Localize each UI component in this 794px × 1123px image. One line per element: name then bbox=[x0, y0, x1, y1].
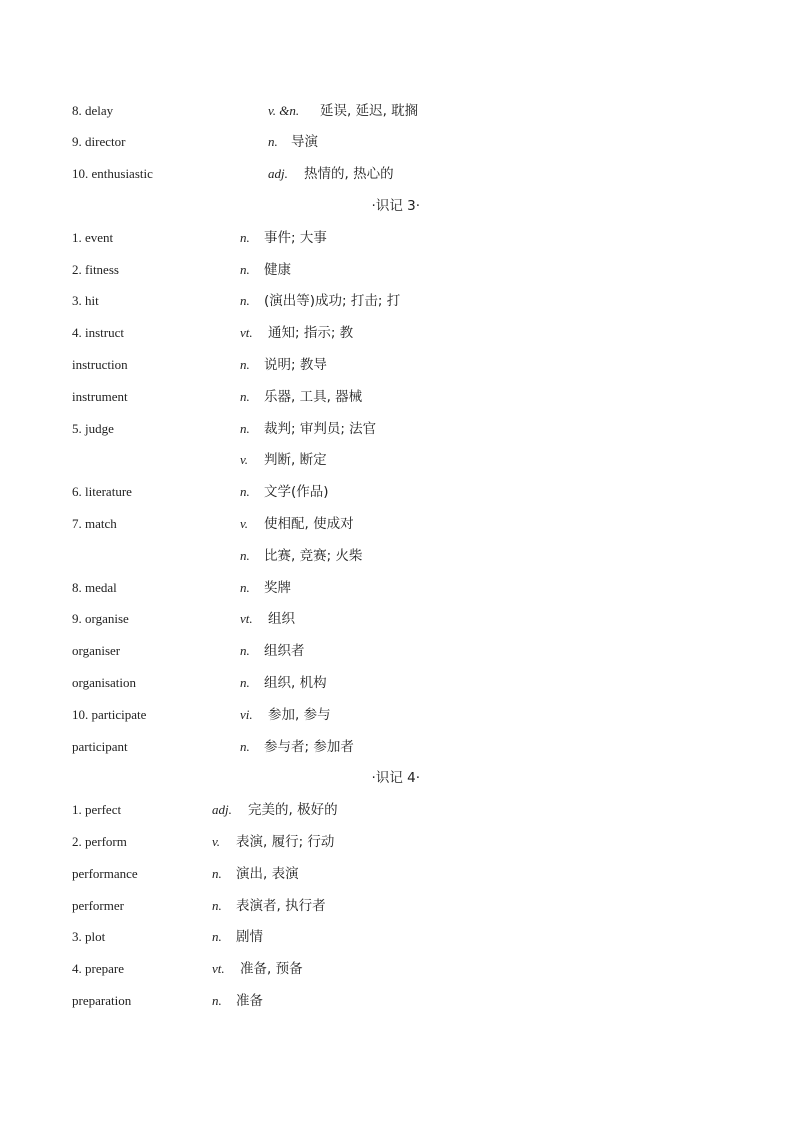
vocab-word: preparation bbox=[72, 993, 132, 1008]
vocab-word: 1. perfect bbox=[72, 802, 122, 817]
vocab-word: 3. hit bbox=[72, 293, 99, 308]
vocab-word: 5. judge bbox=[72, 421, 114, 436]
vocab-word: 10. enthusiastic bbox=[72, 166, 153, 181]
vocab-pos: vt. bbox=[240, 611, 253, 626]
vocab-word: 6. literature bbox=[72, 484, 132, 499]
vocab-meaning: 准备 bbox=[236, 993, 263, 1009]
vocab-pos: v. bbox=[240, 452, 249, 467]
vocab-meaning: (演出等)成功; 打击; 打 bbox=[264, 293, 401, 309]
vocab-pos: n. bbox=[240, 230, 250, 245]
vocab-word: 7. match bbox=[72, 516, 117, 531]
vocab-word: 3. plot bbox=[72, 929, 106, 944]
vocab-word: organiser bbox=[72, 643, 121, 658]
vocab-meaning: 剧情 bbox=[236, 929, 263, 945]
vocab-meaning: 文学(作品) bbox=[264, 484, 329, 500]
vocab-word: instruction bbox=[72, 357, 128, 372]
vocab-pos: n. bbox=[240, 421, 250, 436]
vocab-pos: adj. bbox=[212, 802, 232, 817]
vocab-pos: n. bbox=[240, 548, 250, 563]
vocab-word: 2. fitness bbox=[72, 262, 119, 277]
vocab-pos: n. bbox=[240, 675, 250, 690]
vocab-meaning: 说明; 教导 bbox=[264, 357, 327, 373]
vocab-pos: n. bbox=[240, 293, 250, 308]
vocab-word: 10. participate bbox=[72, 707, 147, 722]
vocab-pos: n. bbox=[212, 929, 222, 944]
vocab-meaning: 组织, 机构 bbox=[264, 675, 327, 691]
vocab-word: 4. prepare bbox=[72, 961, 124, 976]
vocab-meaning: 事件; 大事 bbox=[264, 230, 327, 246]
vocab-word: instrument bbox=[72, 389, 128, 404]
vocab-pos: vt. bbox=[212, 961, 225, 976]
section-heading-4: ·识记 4· bbox=[371, 770, 420, 786]
vocab-pos: n. bbox=[212, 898, 222, 913]
vocab-pos: n. bbox=[240, 484, 250, 499]
vocab-pos: v. bbox=[212, 834, 221, 849]
vocab-meaning: 演出, 表演 bbox=[236, 866, 299, 882]
vocab-meaning: 参加, 参与 bbox=[268, 707, 331, 723]
vocab-meaning: 通知; 指示; 教 bbox=[268, 325, 354, 341]
vocab-pos: n. bbox=[240, 643, 250, 658]
vocab-meaning: 健康 bbox=[264, 262, 291, 278]
vocab-word: 2. perform bbox=[72, 834, 127, 849]
section-heading-3: ·识记 3· bbox=[371, 198, 420, 214]
vocab-pos: adj. bbox=[268, 166, 288, 181]
vocab-pos: n. bbox=[240, 262, 250, 277]
vocab-pos: v. bbox=[240, 516, 249, 531]
vocab-pos: n. bbox=[240, 357, 250, 372]
vocab-pos: n. bbox=[212, 993, 222, 1008]
vocab-pos: v. &n. bbox=[268, 103, 300, 118]
vocab-word: 4. instruct bbox=[72, 325, 124, 340]
vocab-pos: n. bbox=[268, 134, 278, 149]
vocab-meaning: 比赛, 竞赛; 火柴 bbox=[264, 548, 363, 564]
vocab-meaning: 乐器, 工具, 器械 bbox=[264, 389, 363, 405]
vocab-meaning: 热情的, 热心的 bbox=[304, 166, 394, 182]
vocab-meaning: 表演者, 执行者 bbox=[236, 898, 326, 914]
vocab-meaning: 完美的, 极好的 bbox=[248, 802, 338, 818]
vocab-meaning: 奖牌 bbox=[264, 580, 291, 596]
vocab-word: 1. event bbox=[72, 230, 114, 245]
vocab-pos: n. bbox=[212, 866, 222, 881]
vocab-word: performer bbox=[72, 898, 124, 913]
vocab-word: 9. director bbox=[72, 134, 126, 149]
vocab-meaning: 准备, 预备 bbox=[240, 961, 303, 977]
vocab-pos: vi. bbox=[240, 707, 253, 722]
vocab-pos: vt. bbox=[240, 325, 253, 340]
vocab-meaning: 导演 bbox=[291, 134, 318, 150]
vocab-meaning: 表演, 履行; 行动 bbox=[236, 834, 335, 850]
vocab-word: performance bbox=[72, 866, 138, 881]
vocab-meaning: 组织者 bbox=[264, 643, 305, 659]
vocab-word: 8. delay bbox=[72, 103, 114, 118]
vocab-word: organisation bbox=[72, 675, 137, 690]
vocab-word: 9. organise bbox=[72, 611, 129, 626]
vocab-pos: n. bbox=[240, 389, 250, 404]
vocab-meaning: 使相配, 使成对 bbox=[264, 516, 354, 532]
vocab-meaning: 裁判; 审判员; 法官 bbox=[264, 421, 377, 437]
vocab-meaning: 参与者; 参加者 bbox=[264, 739, 354, 755]
vocab-pos: n. bbox=[240, 739, 250, 754]
vocab-meaning: 判断, 断定 bbox=[264, 452, 327, 468]
vocab-meaning: 延误, 延迟, 耽搁 bbox=[320, 103, 419, 119]
vocab-meaning: 组织 bbox=[268, 611, 295, 627]
vocab-pos: n. bbox=[240, 580, 250, 595]
vocab-word: participant bbox=[72, 739, 128, 754]
vocab-word: 8. medal bbox=[72, 580, 117, 595]
